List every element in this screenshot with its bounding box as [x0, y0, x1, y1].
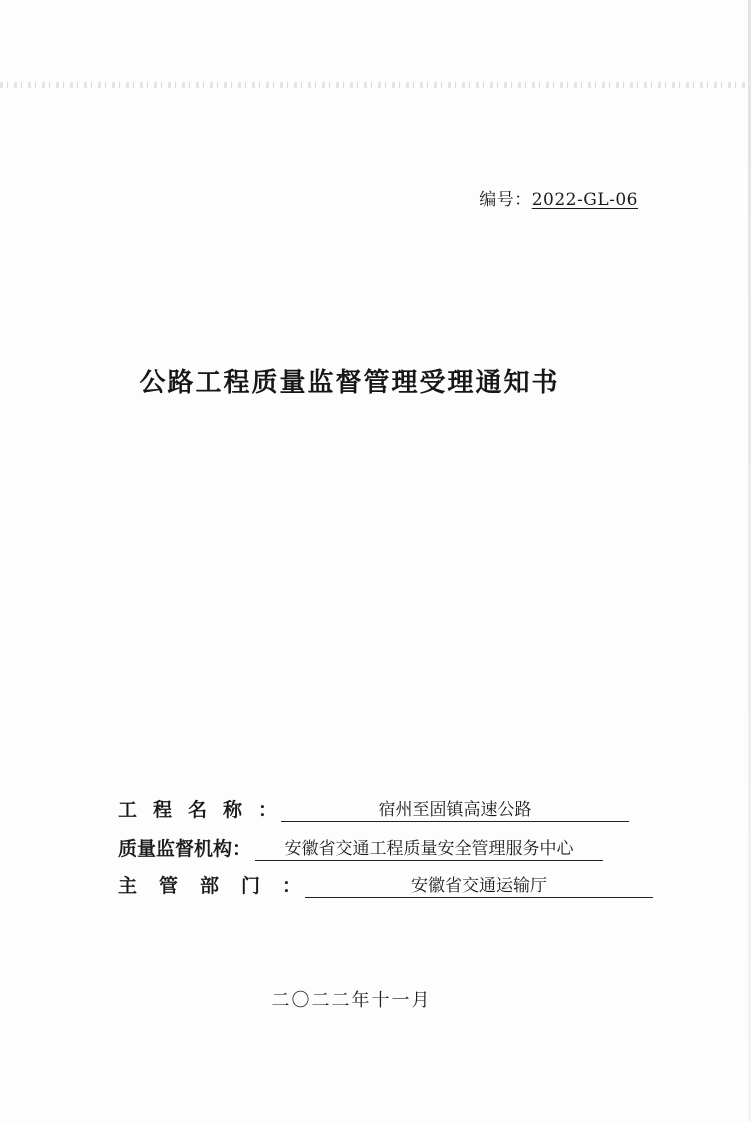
field-project-name-value: 宿州至固镇高速公路: [281, 795, 629, 822]
field-supervision-agency: [118, 829, 603, 861]
field-competent-department-label: 主管部门：: [118, 875, 324, 897]
field-supervision-agency-label: 质量监督机构：: [118, 838, 252, 860]
document-title: 公路工程质量监督管理受理通知书: [139, 368, 560, 398]
scan-edge-strip: [0, 82, 751, 88]
field-project-name: [118, 790, 629, 822]
document-number: [479, 185, 638, 210]
field-competent-department-value: 安徽省交通运输厅: [305, 871, 653, 898]
document-number-label: 编号：: [479, 190, 532, 210]
field-competent-department: [118, 866, 653, 898]
document-number-value: 2022-GL-06: [531, 190, 638, 210]
field-supervision-agency-value: 安徽省交通工程质量安全管理服务中心: [255, 834, 603, 861]
document-date: 二〇二二年十一月: [271, 990, 432, 1011]
field-project-name-label: 工程名称：: [118, 799, 294, 821]
